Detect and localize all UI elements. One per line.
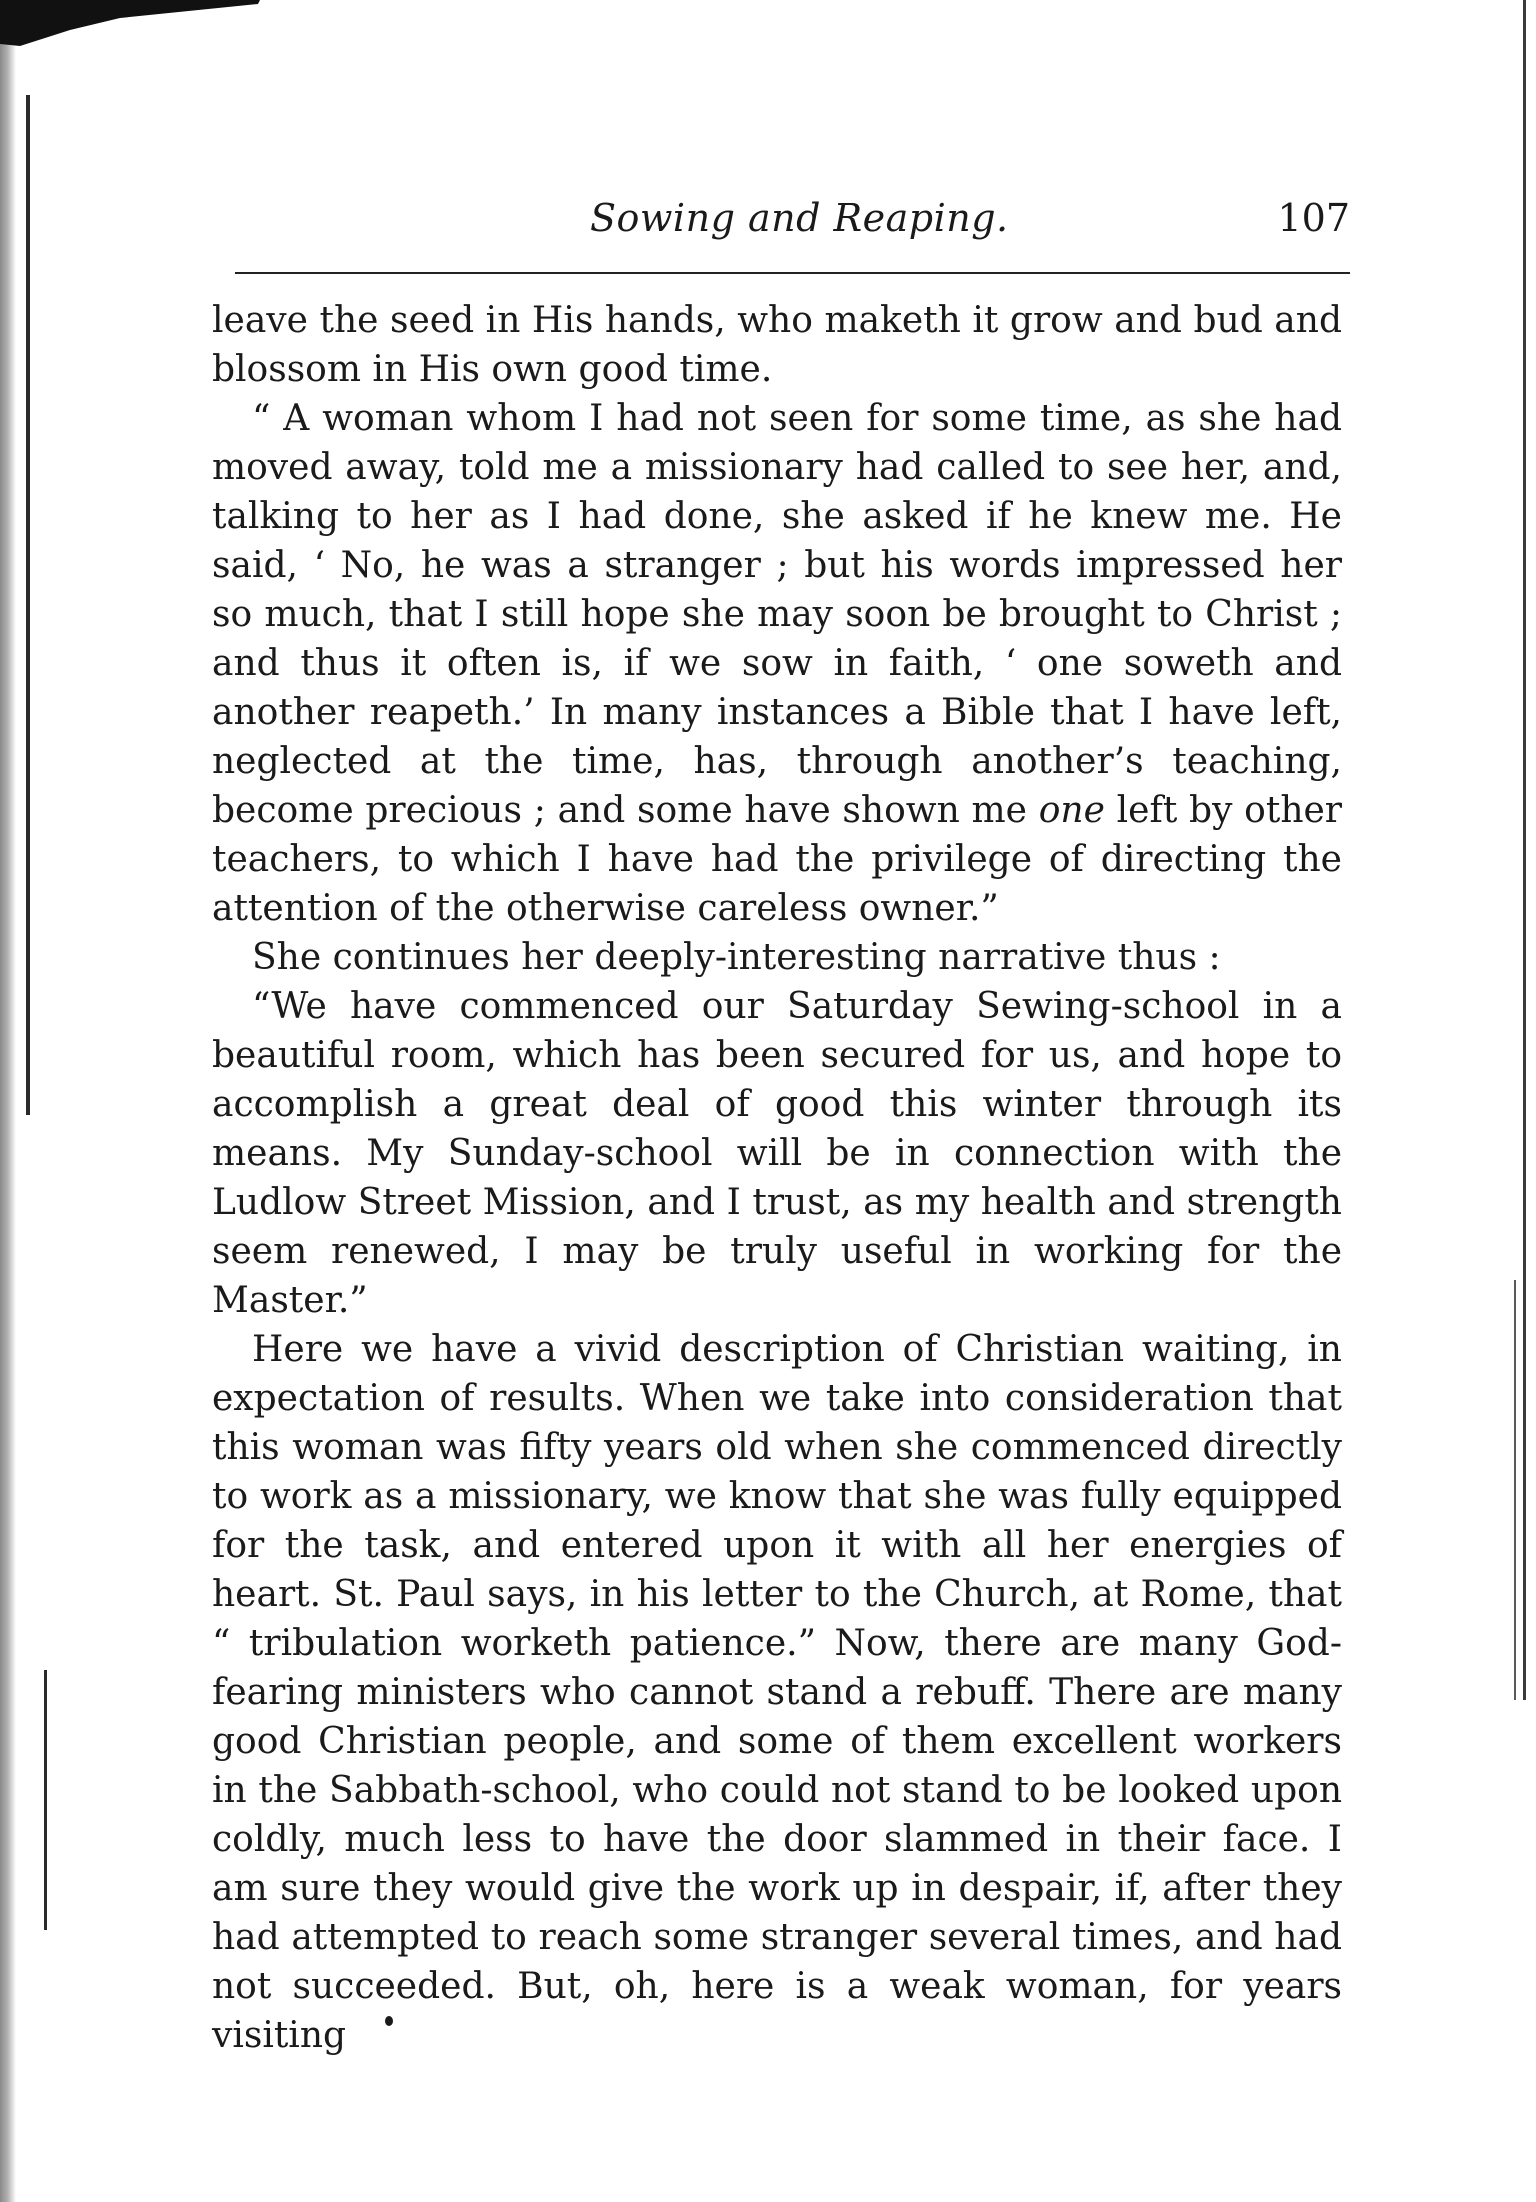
paragraph-2-text: “ A woman whom I had not seen for some time, as she had moved away, told me a missionary had called to see her, and, talking to her as I had done, she asked if he knew me. He said, ‘ No, he was a stranger ; but his words impressed her so much, that I still hope she may soon be brought to Christ ; and thus it often is, if we sow in faith, ‘ one soweth and another reapeth.’ In many instances a Bible that I have left, neglected at the time, has, through another’s teaching, become precious ; and some have shown me (212, 398, 1342, 831)
paragraph-2-emphasis: one (1038, 790, 1105, 831)
running-title: Sowing and Reaping. (590, 196, 1009, 240)
binding-edge-rule (26, 95, 30, 1115)
paragraph-3: She continues her deeply-interesting narrative thus : (252, 937, 1221, 978)
ink-speck (385, 2016, 393, 2026)
paragraph-2 (212, 394, 1342, 933)
paragraph-2-rest: left by other teachers, to which I have had the privilege of directing the attention of the otherwise careless owner.” (212, 790, 1343, 929)
right-edge-rule-thin (1514, 1280, 1516, 1700)
body-text (212, 296, 1342, 2060)
scan-corner-mark (0, 0, 260, 48)
right-edge-rule (1523, 0, 1526, 1700)
binding-edge-rule-lower (44, 1670, 47, 1930)
paragraph-5: Here we have a vivid description of Christian waiting, in expectation of results. When we take into consideration that this woman was fifty years old when she commenced directly to work as a missionary, we know that she was fully equipped for the task, and entered upon it with all her energies of heart. St. Paul says, in his letter to the Church, at Rome, that “ tribulation worketh patience.” Now, there are many God-fearing ministers who cannot stand a rebuff. There are many good Christian people, and some of them excellent workers in the Sabbath-school, who could not stand to be looked upon coldly, much less to have the door slammed in their face. I am sure they would give the work up in despair, if, after they had attempted to reach some stranger several times, and had not succeeded. But, oh, here is a weak woman, for years visiting (212, 1329, 1342, 2056)
paragraph-4: “We have commenced our Saturday Sewing-school in a beautiful room, which has been secured for us, and hope to accomplish a great deal of good this winter through its means. My Sunday-school will be in connection with the Ludlow Street Mission, and I trust, as my health and strength seem renewed, I may be truly useful in working for the Master.” (212, 986, 1342, 1321)
header-rule (235, 272, 1350, 274)
page-number: 107 (1277, 196, 1350, 240)
binding-shadow (0, 0, 16, 2202)
paragraph-1: leave the seed in His hands, who maketh it grow and bud and blossom in His own good time. (212, 300, 1342, 390)
page-header (590, 196, 1350, 256)
